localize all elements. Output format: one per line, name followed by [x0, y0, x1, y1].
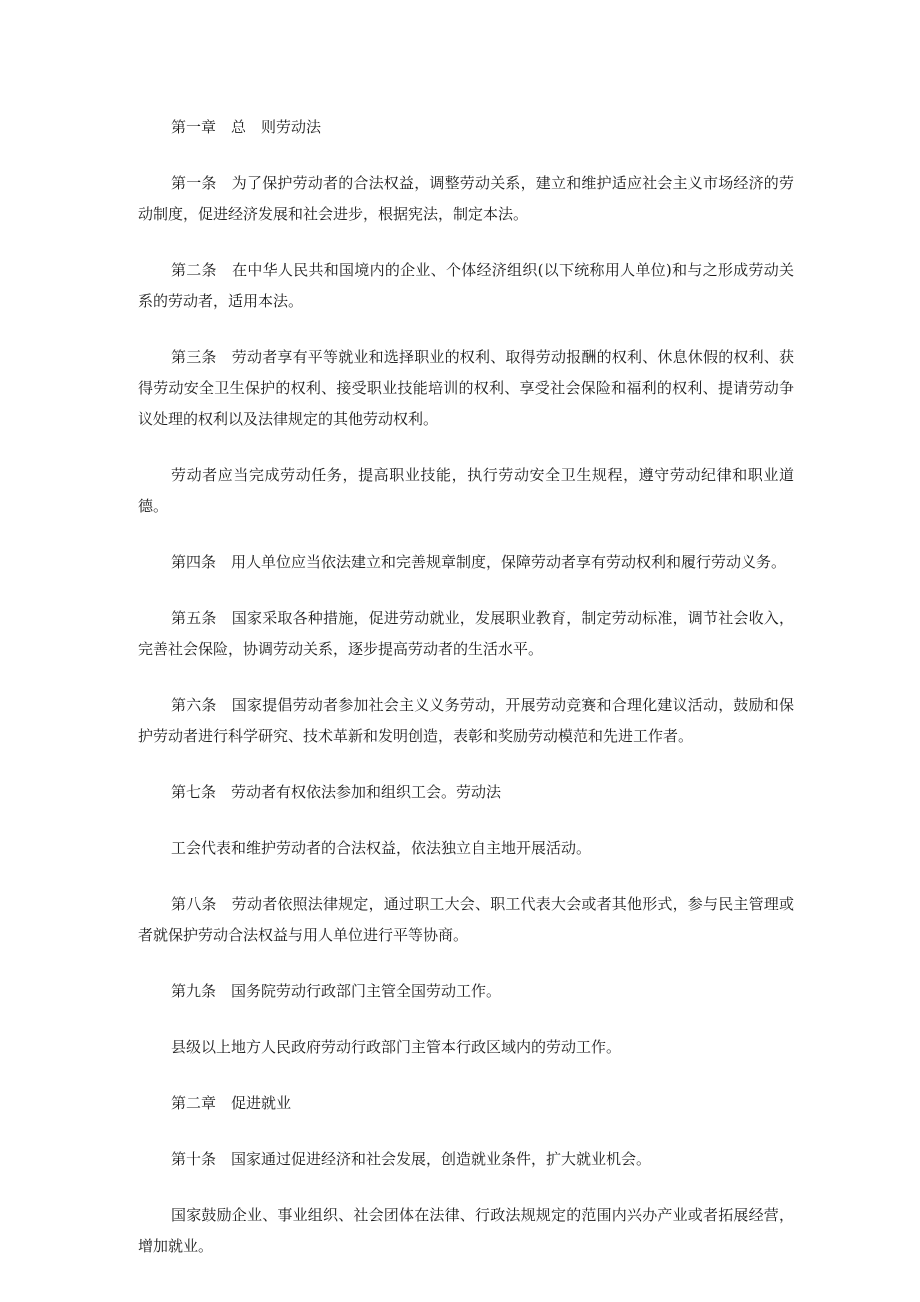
article-10: 第十条 国家通过促进经济和社会发展，创造就业条件，扩大就业机会。 [171, 1150, 652, 1168]
chapter-heading-2: 第二章 促进就业 [171, 1094, 292, 1112]
article-9: 第九条 国务院劳动行政部门主管全国劳动工作。 [171, 982, 502, 1000]
article-9-paragraph-2: 县级以上地方人民政府劳动行政部门主管本行政区域内的劳动工作。 [171, 1038, 622, 1056]
article-3-paragraph-2: 劳动者应当完成劳动任务，提高职业技能，执行劳动安全卫生规程，遵守劳动纪律和职业道德。 [138, 466, 794, 515]
chapter-heading-1: 第一章 总 则劳动法 [171, 118, 322, 136]
article-7-paragraph-2: 工会代表和维护劳动者的合法权益，依法独立自主地开展活动。 [171, 839, 592, 857]
article-5: 第五条 国家采取各种措施，促进劳动就业，发展职业教育，制定劳动标准，调节社会收入，完善社会保险，协调劳动关系，逐步提高劳动者的生活水平。 [138, 609, 794, 658]
article-10-paragraph-2: 国家鼓励企业、事业组织、社会团体在法律、行政法规规定的范围内兴办产业或者拓展经营，增加就业。 [138, 1206, 794, 1255]
article-2: 第二条 在中华人民共和国境内的企业、个体经济组织(以下统称用人单位)和与之形成劳动关系的劳动者，适用本法。 [138, 261, 794, 310]
document-body [138, 112, 794, 1287]
article-3: 第三条 劳动者享有平等就业和选择职业的权利、取得劳动报酬的权利、休息休假的权利、获得劳动安全卫生保护的权利、接受职业技能培训的权利、享受社会保险和福利的权利、提请劳动争议处理的权利以及法律规定的其他劳动权利。 [138, 348, 794, 428]
article-7: 第七条 劳动者有权依法参加和组织工会。劳动法 [171, 783, 502, 801]
article-1: 第一条 为了保护劳动者的合法权益，调整劳动关系，建立和维护适应社会主义市场经济的劳动制度，促进经济发展和社会进步，根据宪法，制定本法。 [138, 174, 794, 223]
article-4: 第四条 用人单位应当依法建立和完善规章制度，保障劳动者享有劳动权利和履行劳动义务。 [171, 553, 787, 571]
article-6: 第六条 国家提倡劳动者参加社会主义义务劳动，开展劳动竞赛和合理化建议活动，鼓励和保护劳动者进行科学研究、技术革新和发明创造，表彰和奖励劳动模范和先进工作者。 [138, 696, 794, 745]
article-8: 第八条 劳动者依照法律规定，通过职工大会、职工代表大会或者其他形式，参与民主管理或者就保护劳动合法权益与用人单位进行平等协商。 [138, 895, 794, 944]
